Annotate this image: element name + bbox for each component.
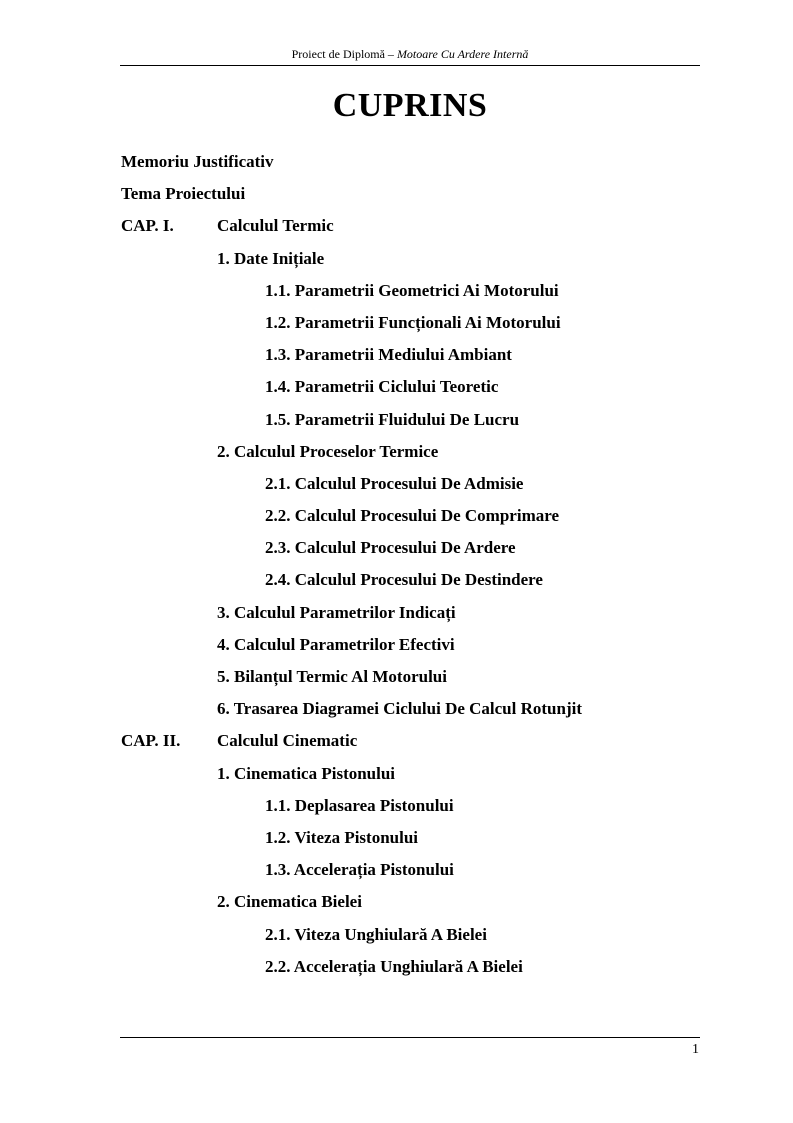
footer-rule (120, 1037, 700, 1038)
toc-subsection[interactable] (121, 536, 701, 568)
toc-entry-label: 3. Calculul Parametrilor Indicați (217, 602, 456, 622)
toc-entry-label: 1.1. Deplasarea Pistonului (265, 795, 454, 815)
toc-entry-label: 2. Calculul Proceselor Termice (217, 441, 439, 461)
toc-entry-memoriu[interactable] (121, 150, 701, 182)
toc-entry-label: 2.1. Viteza Unghiulară A Bielei (265, 924, 487, 944)
header-rule (120, 65, 700, 66)
toc-entry-label: 1.4. Parametrii Ciclului Teoretic (265, 377, 499, 397)
toc-section[interactable] (121, 440, 701, 472)
toc-section[interactable] (121, 697, 701, 729)
table-of-contents (121, 150, 701, 987)
header-subtitle: Motoare Cu Ardere Internă (396, 47, 529, 61)
chapter-title: Calculul Cinematic (217, 731, 358, 751)
chapter-title: Calculul Termic (217, 216, 334, 236)
page-title: CUPRINS (332, 87, 488, 124)
toc-subsection[interactable] (121, 279, 701, 311)
toc-subsection[interactable] (121, 568, 701, 600)
chapter-label: CAP. I. (121, 216, 174, 236)
toc-section[interactable] (121, 633, 701, 665)
toc-entry-label: 4. Calculul Parametrilor Efectivi (217, 634, 455, 654)
toc-entry-label: 1.1. Parametrii Geometrici Ai Motorului (265, 280, 559, 300)
chapter-label: CAP. II. (121, 731, 181, 751)
toc-subsection[interactable] (121, 794, 701, 826)
toc-section[interactable] (121, 601, 701, 633)
toc-entry-label: 5. Bilanțul Termic Al Motorului (217, 667, 447, 686)
toc-entry-label: 2.3. Calculul Procesului De Ardere (265, 538, 516, 558)
toc-entry-label: 1.3. Accelerația Pistonului (265, 860, 454, 880)
toc-entry-label: 2. Cinematica Bielei (217, 892, 362, 912)
toc-entry-label: 1.2. Viteza Pistonului (265, 827, 419, 847)
toc-entry-label: 2.2. Calculul Procesului De Comprimare (265, 506, 560, 526)
toc-subsection[interactable] (121, 923, 701, 955)
toc-subsection[interactable] (121, 375, 701, 407)
toc-subsection[interactable] (121, 858, 701, 890)
toc-entry-label: 2.4. Calculul Procesului De Destindere (265, 570, 543, 590)
toc-entry-label: Memoriu Justificativ (121, 152, 274, 171)
toc-subsection[interactable] (121, 826, 701, 858)
toc-subsection[interactable] (121, 472, 701, 504)
toc-entry-label: Tema Proiectului (121, 184, 246, 204)
toc-section[interactable] (121, 665, 701, 697)
page-header (120, 46, 700, 62)
toc-entry-label: 2.1. Calculul Procesului De Admisie (265, 473, 524, 493)
toc-subsection[interactable] (121, 343, 701, 375)
toc-section[interactable] (121, 890, 701, 922)
header-prefix: Proiect de Diplomă – (291, 47, 397, 61)
toc-entry-label: 6. Trasarea Diagramei Ciclului De Calcul Rotunjit (217, 699, 583, 719)
toc-subsection[interactable] (121, 504, 701, 536)
toc-entry-label: 1.3. Parametrii Mediului Ambiant (265, 345, 512, 365)
toc-chapter-2[interactable] (121, 729, 701, 761)
toc-subsection[interactable] (121, 311, 701, 343)
toc-subsection[interactable] (121, 955, 701, 987)
toc-entry-label: 1. Cinematica Pistonului (217, 763, 396, 783)
page-number: 1 (692, 1042, 699, 1057)
toc-entry-tema[interactable] (121, 182, 701, 214)
toc-subsection[interactable] (121, 408, 701, 440)
toc-chapter-1[interactable] (121, 214, 701, 246)
toc-entry-label: 1.2. Parametrii Funcționali Ai Motorului (265, 312, 561, 332)
toc-entry-label: 1. Date Inițiale (217, 248, 325, 268)
toc-entry-label: 2.2. Accelerația Unghiulară A Bielei (265, 956, 523, 976)
toc-section[interactable] (121, 762, 701, 794)
toc-section[interactable] (121, 247, 701, 279)
toc-entry-label: 1.5. Parametrii Fluidului De Lucru (265, 409, 520, 429)
